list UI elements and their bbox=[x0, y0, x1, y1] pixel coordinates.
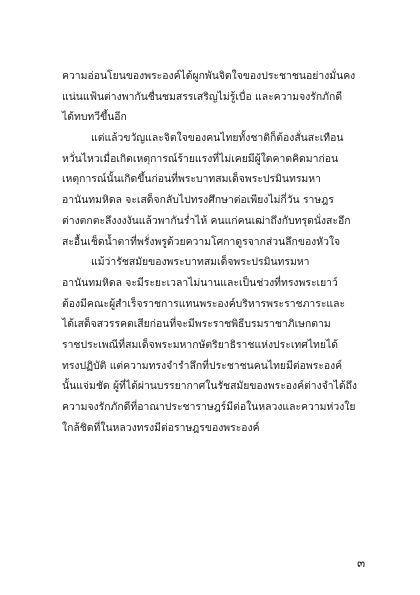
text-line: ราชประเพณีที่สมเด็จพระมหากษัตริยาธิราชแห่งประเทศไทยได้ bbox=[62, 338, 338, 351]
text-line: แน่นแฟ้นต่างพากันชื่นชมสรรเสริญไม่รู้เบื่อ และความจงรักภักดี bbox=[62, 90, 343, 103]
text-line: ใกล้ชิดที่ในหลวงทรงมีต่อราษฎรของพระองค์ bbox=[62, 421, 260, 434]
text-line: หวั่นไหวเมื่อเกิดเหตุการณ์ร้ายแรงที่ไม่เคยมีผู้ใดคาดคิดมาก่อน bbox=[62, 152, 339, 165]
text-line: อานันทมหิดล จะเสด็จกลับไปทรงศึกษาต่อเพียงไม่กี่วัน ราษฎร bbox=[62, 194, 334, 207]
paragraph-start-line: แต่แล้วขวัญและจิตใจของคนไทยทั้งชาติก็ต้องสั่นสะเทือน bbox=[91, 132, 344, 145]
text-line: ได้เสด็จสวรรคตเสียก่อนที่จะมีพระราชพิธีบรมราชาภิเษกตาม bbox=[62, 318, 331, 331]
text-line: นั้นแจ่มชัด ผู้ที่ได้ผ่านบรรยากาศในรัชสมัยของพระองค์ต่างจำได้ถึง bbox=[62, 380, 357, 393]
body-text bbox=[62, 66, 362, 438]
text-line: ความอ่อนโยนของพระองค์ได้ผูกพันจิตใจของประชาชนอย่างมั่นคง bbox=[62, 70, 356, 82]
paragraph-start-line: แม้ว่ารัชสมัยของพระบาทสมเด็จพระปรมินทรมหา bbox=[91, 256, 310, 269]
text-line: เหตุการณ์นั้นเกิดขึ้นก่อนที่พระบาทสมเด็จพระปรมินทรมหา bbox=[62, 173, 321, 186]
text-line: ทรงปฏิบัติ แต่ความทรงจำรำลึกที่ประชาชนคนไทยมีต่อพระองค์ bbox=[62, 359, 343, 372]
text-line: ต้องมีคณะผู้สำเร็จราชการแทนพระองค์บริหารพระราชภาระและ bbox=[62, 297, 346, 310]
text-line: ความจงรักภักดีที่อาณาประชาราษฎร์มีต่อในหลวงและความห่วงใย bbox=[62, 401, 356, 413]
text-line: สะอื้นเช็ดน้ำตาที่พรั่งพรูด้วยความโศกาดูรจากส่วนลึกของหัวใจ bbox=[62, 235, 341, 248]
text-line: อานันทมหิดล จะมีระยะเวลาไม่นานและเป็นช่วงที่ทรงพระเยาว์ bbox=[62, 276, 338, 289]
text-line: ได้ทบทวีขึ้นอีก bbox=[62, 111, 127, 124]
text-line: ต่างตกตะลึงงงงันแล้วพากันร่ำไห้ คนแก่คนเฒ่าถึงกับทรุดนั่งสะอึก bbox=[62, 214, 351, 227]
page-number: ๓ bbox=[357, 556, 366, 570]
